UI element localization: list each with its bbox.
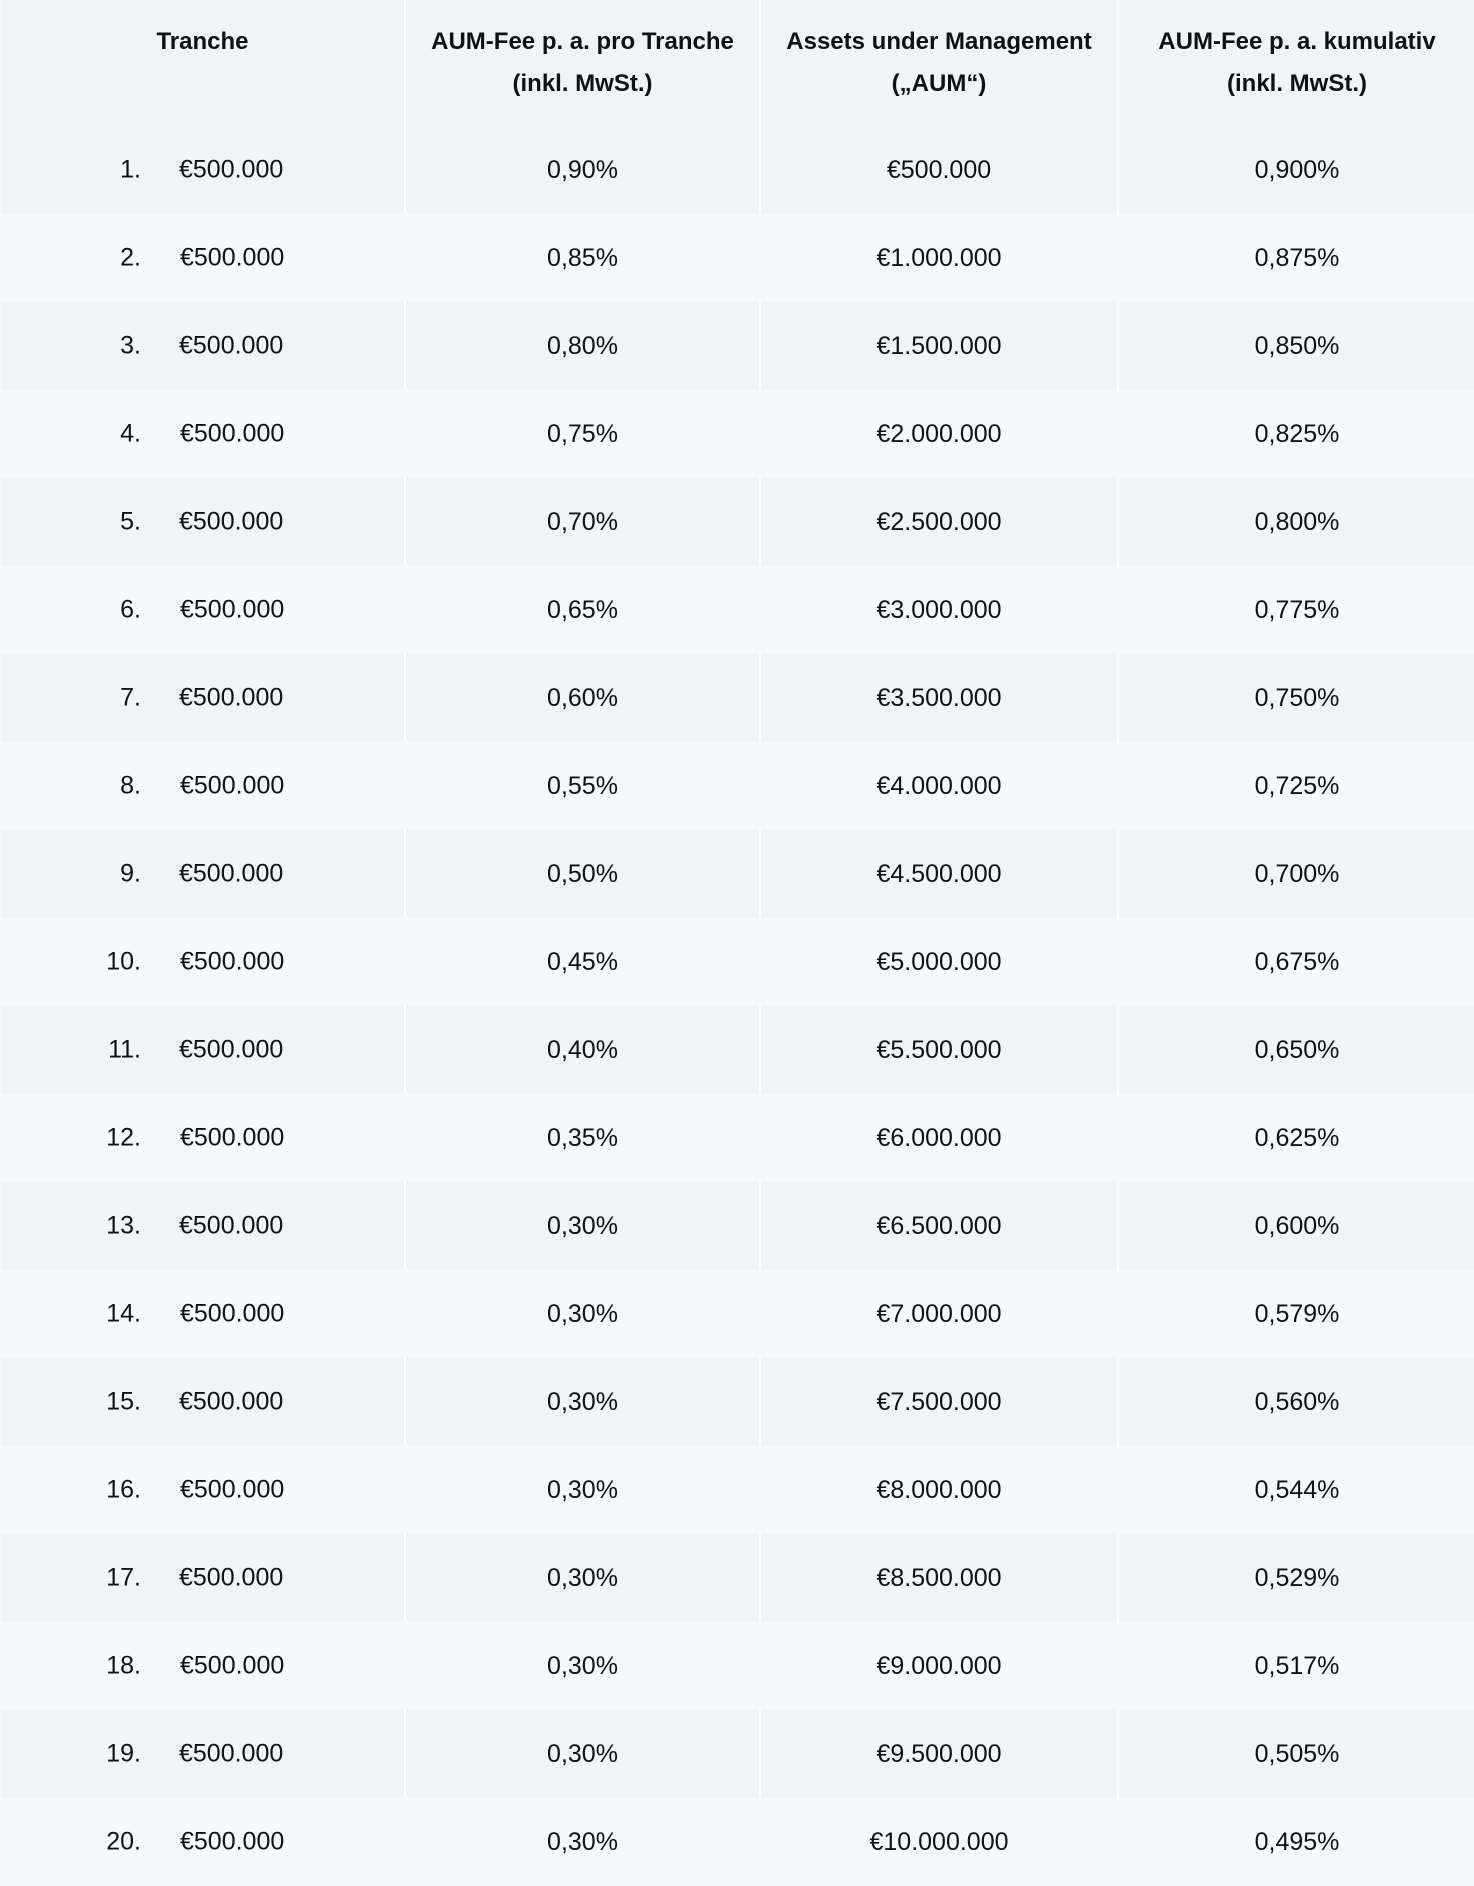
tranche-number: 7. xyxy=(120,683,141,712)
tranche-amount: €500.000 xyxy=(180,1475,285,1504)
table-body xyxy=(1,126,1474,1886)
aum-cell: €4.000.000 xyxy=(760,742,1118,830)
table-row xyxy=(1,478,1474,566)
tranche-number: 19. xyxy=(106,1739,141,1768)
table-row xyxy=(1,126,1474,214)
fee-per-tranche-cell: 0,75% xyxy=(405,390,760,478)
table-row xyxy=(1,1094,1474,1182)
tranche-number: 3. xyxy=(120,331,141,360)
tranche-cell xyxy=(1,1094,405,1182)
fee-per-tranche-cell: 0,30% xyxy=(405,1270,760,1358)
fee-cumulative-cell: 0,529% xyxy=(1118,1534,1474,1622)
header-fee-per-tranche xyxy=(405,0,760,126)
aum-cell: €3.500.000 xyxy=(760,654,1118,742)
fee-per-tranche-cell: 0,30% xyxy=(405,1534,760,1622)
fee-per-tranche-cell: 0,65% xyxy=(405,566,760,654)
table-row xyxy=(1,566,1474,654)
tranche-amount: €500.000 xyxy=(180,1123,285,1152)
tranche-amount: €500.000 xyxy=(179,507,284,536)
tranche-cell xyxy=(1,566,405,654)
aum-cell: €7.500.000 xyxy=(760,1358,1118,1446)
aum-cell: €6.500.000 xyxy=(760,1182,1118,1270)
tranche-number: 15. xyxy=(106,1387,141,1416)
fee-cumulative-cell: 0,775% xyxy=(1118,566,1474,654)
aum-cell: €9.000.000 xyxy=(760,1622,1118,1710)
tranche-number: 11. xyxy=(108,1035,141,1064)
fee-cumulative-cell: 0,725% xyxy=(1118,742,1474,830)
fee-per-tranche-cell: 0,30% xyxy=(405,1446,760,1534)
tranche-amount: €500.000 xyxy=(179,1739,284,1768)
tranche-amount: €500.000 xyxy=(179,683,284,712)
table-row xyxy=(1,918,1474,1006)
fee-cumulative-cell: 0,560% xyxy=(1118,1358,1474,1446)
fee-per-tranche-cell: 0,30% xyxy=(405,1182,760,1270)
table-row xyxy=(1,1534,1474,1622)
aum-cell: €500.000 xyxy=(760,126,1118,214)
tranche-amount: €500.000 xyxy=(180,243,285,272)
tranche-amount: €500.000 xyxy=(180,595,285,624)
fee-cumulative-cell: 0,875% xyxy=(1118,214,1474,302)
aum-cell: €3.000.000 xyxy=(760,566,1118,654)
table-row xyxy=(1,1710,1474,1798)
fee-cumulative-cell: 0,505% xyxy=(1118,1710,1474,1798)
tranche-number: 9. xyxy=(120,859,141,888)
tranche-cell xyxy=(1,1622,405,1710)
tranche-amount: €500.000 xyxy=(180,419,285,448)
fee-per-tranche-cell: 0,30% xyxy=(405,1622,760,1710)
tranche-amount: €500.000 xyxy=(179,1035,284,1064)
tranche-number: 8. xyxy=(120,771,141,800)
header-fee-cumulative xyxy=(1118,0,1474,126)
fee-cumulative-cell: 0,625% xyxy=(1118,1094,1474,1182)
aum-cell: €6.000.000 xyxy=(760,1094,1118,1182)
tranche-amount: €500.000 xyxy=(180,1827,285,1856)
fee-per-tranche-cell: 0,45% xyxy=(405,918,760,1006)
header-row xyxy=(1,0,1474,126)
tranche-number: 17. xyxy=(106,1563,141,1592)
tranche-cell xyxy=(1,1446,405,1534)
tranche-amount: €500.000 xyxy=(180,947,285,976)
table-row xyxy=(1,1006,1474,1094)
tranche-amount: €500.000 xyxy=(179,331,284,360)
fee-per-tranche-cell: 0,40% xyxy=(405,1006,760,1094)
tranche-cell xyxy=(1,1358,405,1446)
fee-cumulative-cell: 0,675% xyxy=(1118,918,1474,1006)
tranche-cell xyxy=(1,126,405,214)
tranche-number: 1. xyxy=(120,155,141,184)
aum-cell: €2.000.000 xyxy=(760,390,1118,478)
fee-per-tranche-cell: 0,50% xyxy=(405,830,760,918)
tranche-cell xyxy=(1,1534,405,1622)
fee-per-tranche-cell: 0,85% xyxy=(405,214,760,302)
tranche-cell xyxy=(1,918,405,1006)
fee-per-tranche-cell: 0,80% xyxy=(405,302,760,390)
aum-cell: €9.500.000 xyxy=(760,1710,1118,1798)
fee-cumulative-cell: 0,850% xyxy=(1118,302,1474,390)
aum-cell: €1.000.000 xyxy=(760,214,1118,302)
header-tranche xyxy=(1,0,405,126)
table-row xyxy=(1,1182,1474,1270)
fee-per-tranche-cell: 0,60% xyxy=(405,654,760,742)
tranche-cell xyxy=(1,390,405,478)
table-row xyxy=(1,830,1474,918)
table-row xyxy=(1,214,1474,302)
header-tranche-line-1: Tranche xyxy=(156,28,249,55)
table-row xyxy=(1,1446,1474,1534)
fee-per-tranche-cell: 0,90% xyxy=(405,126,760,214)
tranche-cell xyxy=(1,214,405,302)
tranche-number: 5. xyxy=(120,507,141,536)
tranche-cell xyxy=(1,1270,405,1358)
tranche-number: 20. xyxy=(106,1827,141,1856)
aum-cell: €4.500.000 xyxy=(760,830,1118,918)
aum-cell: €8.000.000 xyxy=(760,1446,1118,1534)
fee-cumulative-cell: 0,750% xyxy=(1118,654,1474,742)
tranche-cell xyxy=(1,654,405,742)
tranche-cell xyxy=(1,830,405,918)
table-row xyxy=(1,390,1474,478)
tranche-amount: €500.000 xyxy=(180,771,285,800)
fee-cumulative-cell: 0,579% xyxy=(1118,1270,1474,1358)
fee-cumulative-cell: 0,900% xyxy=(1118,126,1474,214)
tranche-cell xyxy=(1,478,405,566)
header-aum xyxy=(760,0,1118,126)
table-row xyxy=(1,1270,1474,1358)
fee-per-tranche-cell: 0,30% xyxy=(405,1710,760,1798)
fee-cumulative-cell: 0,650% xyxy=(1118,1006,1474,1094)
fee-cumulative-cell: 0,544% xyxy=(1118,1446,1474,1534)
tranche-number: 12. xyxy=(106,1123,141,1152)
header-fee-per-tranche-line-1: AUM-Fee p. a. pro Tranche xyxy=(431,28,734,55)
tranche-number: 16. xyxy=(106,1475,141,1504)
aum-cell: €5.500.000 xyxy=(760,1006,1118,1094)
fee-cumulative-cell: 0,700% xyxy=(1118,830,1474,918)
tranche-cell xyxy=(1,1006,405,1094)
aum-cell: €1.500.000 xyxy=(760,302,1118,390)
fee-cumulative-cell: 0,495% xyxy=(1118,1798,1474,1886)
tranche-number: 13. xyxy=(106,1211,141,1240)
header-fee-cumulative-line-2: (inkl. MwSt.) xyxy=(1227,70,1367,97)
tranche-number: 10. xyxy=(106,947,141,976)
table-row xyxy=(1,302,1474,390)
fee-cumulative-cell: 0,600% xyxy=(1118,1182,1474,1270)
fee-per-tranche-cell: 0,30% xyxy=(405,1358,760,1446)
fee-per-tranche-cell: 0,55% xyxy=(405,742,760,830)
fee-cumulative-cell: 0,517% xyxy=(1118,1622,1474,1710)
tranche-amount: €500.000 xyxy=(179,1387,284,1416)
tranche-cell xyxy=(1,742,405,830)
table-row xyxy=(1,742,1474,830)
tranche-amount: €500.000 xyxy=(179,1563,284,1592)
tranche-amount: €500.000 xyxy=(179,1211,284,1240)
tranche-number: 6. xyxy=(120,595,141,624)
aum-cell: €5.000.000 xyxy=(760,918,1118,1006)
tranche-amount: €500.000 xyxy=(180,1299,285,1328)
fee-per-tranche-cell: 0,70% xyxy=(405,478,760,566)
aum-cell: €2.500.000 xyxy=(760,478,1118,566)
tranche-amount: €500.000 xyxy=(180,1651,285,1680)
fee-per-tranche-cell: 0,30% xyxy=(405,1798,760,1886)
aum-cell: €10.000.000 xyxy=(760,1798,1118,1886)
tranche-number: 2. xyxy=(120,243,141,272)
header-aum-line-2: („AUM“) xyxy=(891,70,987,97)
aum-cell: €8.500.000 xyxy=(760,1534,1118,1622)
table-row xyxy=(1,1622,1474,1710)
tranche-cell xyxy=(1,1182,405,1270)
table-row xyxy=(1,654,1474,742)
tranche-amount: €500.000 xyxy=(179,155,284,184)
tranche-number: 4. xyxy=(120,419,141,448)
fee-per-tranche-cell: 0,35% xyxy=(405,1094,760,1182)
fee-cumulative-cell: 0,825% xyxy=(1118,390,1474,478)
tranche-number: 14. xyxy=(106,1299,141,1328)
header-aum-line-1: Assets under Management xyxy=(786,28,1092,55)
aum-cell: €7.000.000 xyxy=(760,1270,1118,1358)
header-fee-per-tranche-line-2: (inkl. MwSt.) xyxy=(512,70,653,97)
tranche-cell xyxy=(1,1710,405,1798)
tranche-number: 18. xyxy=(106,1651,141,1680)
tranche-cell xyxy=(1,302,405,390)
fee-cumulative-cell: 0,800% xyxy=(1118,478,1474,566)
table-row xyxy=(1,1358,1474,1446)
header-fee-cumulative-line-1: AUM-Fee p. a. kumulativ xyxy=(1158,28,1436,55)
table-header xyxy=(1,0,1474,126)
tranche-amount: €500.000 xyxy=(179,859,284,888)
